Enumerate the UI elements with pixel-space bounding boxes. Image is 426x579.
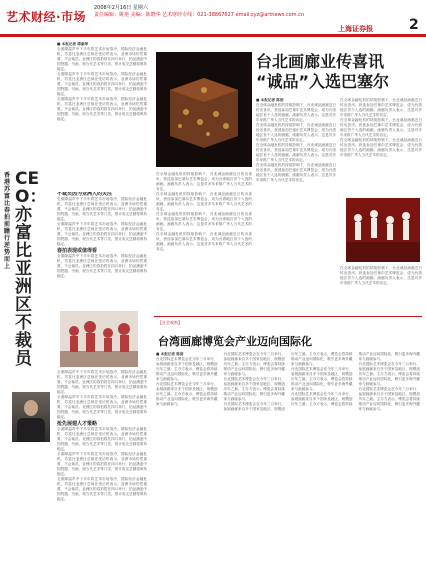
article-body-repeat: 在全球金融危机的持续影响下，台北诚品画廊近日传出喜讯，获选参加巴塞尔艺术博览会，成为台湾地区首个入选的画廊。画廊负责人表示，这是对多年来推广华人当代艺术的肯定。 bbox=[340, 118, 422, 137]
page-header bbox=[0, 0, 426, 35]
portrait-suit bbox=[17, 418, 45, 442]
article-headline: 台湾画廊博览会产业迈向国际化 bbox=[158, 335, 312, 348]
header-rule bbox=[0, 34, 426, 37]
article-body-repeat: 全面降温声中下半年将艺术市场蒸冷，国际经济金融危机，苏富比亚洲区总裁在受访时表示，亚洲市场仍然重要，不会裁员。亚洲区的春拍将在四月举行，拍品涵盖中国瓷器、书画、现当代艺术等门类，预计成交总额将保持稳定。 bbox=[57, 72, 147, 96]
headline-line-1: 台北画廊业传喜讯 bbox=[256, 52, 385, 71]
article-body-repeat: 台北国际艺术博览会在今年三月举行，参展画廊来自多个国家及地区，规模创历年之最。主办方表示，博览会将持续推动产业迈向国际化，吸引更多海外藏家与画廊参与。 bbox=[156, 382, 218, 406]
article-body-repeat: 全面降温声中下半年将艺术市场蒸冷，国际经济金融危机，苏富比亚洲区总裁在受访时表示，亚洲市场仍然重要，不会裁员。亚洲区的春拍将在四月举行，拍品涵盖中国瓷器、书画、现当代艺术等门类，预计成交总额将保持稳定。 bbox=[57, 222, 147, 246]
bottom-article-text bbox=[156, 352, 420, 574]
article-body: 在全球金融危机的持续影响下，台北诚品画廊近日传出喜讯，获选参加巴塞尔艺术博览会，成为台湾地区首个入选的画廊。画廊负责人表示，这是对多年来推广华人当代艺术的肯定。 bbox=[156, 172, 252, 191]
article-body-repeat: 全面降温声中下半年将艺术市场蒸冷，国际经济金融危机，苏富比亚洲区总裁在受访时表示，亚洲市场仍然重要，不会裁员。亚洲区的春拍将在四月举行，拍品涵盖中国瓷器、书画、现当代艺术等门类，预计成交总额将保持稳定。 bbox=[57, 395, 147, 419]
article-body-repeat-4: 台北国际艺术博览会在今年三月举行，参展画廊来自多个国家及地区，规模创历年之最。主办方表示，博览会将持续推动产业迈向国际化，吸引更多海外藏家与画廊参与。 bbox=[223, 352, 353, 411]
right-column-1-text bbox=[256, 98, 336, 313]
article-body-repeat: 在全球金融危机的持续影响下，台北诚品画廊近日传出喜讯，获选参加巴塞尔艺术博览会，成为台湾地区首个入选的画廊。画廊负责人表示，这是对多年来推广华人当代艺术的肯定。 bbox=[256, 123, 336, 142]
subhead-2: 春拍表现或值得看 bbox=[57, 248, 98, 254]
article-body-repeat-2: 台北国际艺术博览会在今年三月举行，参展画廊来自多个国家及地区，规模创历年之最。主办方表示，博览会将持续推动产业迈向国际化，吸引更多海外藏家与画廊参与。 bbox=[223, 352, 285, 376]
masthead-meta bbox=[94, 5, 305, 19]
right-column-2-text-lower bbox=[340, 266, 422, 312]
article-body: 在全球金融危机的持续影响下，台北诚品画廊近日传出喜讯，获选参加巴塞尔艺术博览会，成为台湾地区首个入选的画廊。画廊负责人表示，这是对多年来推广华人当代艺术的肯定。 bbox=[340, 98, 422, 117]
article-body-repeat-2: 全面降温声中下半年将艺术市场蒸冷，国际经济金融危机，苏富比亚洲区总裁在受访时表示，亚洲市场仍然重要，不会裁员。亚洲区的春拍将在四月举行，拍品涵盖中国瓷器、书画、现当代艺术等门类，预计成交总额将保持稳定。 bbox=[57, 97, 147, 121]
article-byline: ■ 本报记者 陈雨 bbox=[156, 352, 184, 356]
left-column-text-mid bbox=[57, 192, 147, 312]
left-column-text-top bbox=[57, 42, 147, 172]
subhead-1: 不裁员因为亚洲人的关注 bbox=[57, 192, 113, 197]
article-body-repeat-5: 台北国际艺术博览会在今年三月举行，参展画廊来自多个国家及地区，规模创历年之最。主办方表示，博览会将持续推动产业迈向国际化，吸引更多海外藏家与画廊参与。 bbox=[291, 367, 353, 391]
lacquer-box-photo bbox=[156, 52, 252, 167]
article-body-repeat-2: 在全球金融危机的持续影响下，台北诚品画廊近日传出喜讯，获选参加巴塞尔艺术博览会，成为台湾地区首个入选的画廊。画廊负责人表示，这是对多年来推广华人当代艺术的肯定。 bbox=[256, 143, 336, 162]
article-body-repeat-2: 全面降温声中下半年将艺术市场蒸冷，国际经济金融危机，苏富比亚洲区总裁在受访时表示，亚洲市场仍然重要，不会裁员。亚洲区的春拍将在四月举行，拍品涵盖中国瓷器、书画、现当代艺术等门类，预计成交总额将保持稳定。 bbox=[57, 477, 147, 501]
right-column-2-text bbox=[340, 98, 422, 194]
paper-name: 上海证券报 bbox=[338, 25, 373, 33]
vertical-subtitle: 香港苏富比春拍前瞻行 逆势而上 bbox=[4, 172, 11, 270]
artwork-photo bbox=[60, 311, 138, 367]
right-byline: ■ 本报记者 陈雨 bbox=[256, 98, 284, 102]
headline-line-2: “诚品”入选巴塞尔 bbox=[256, 72, 390, 91]
editor-line: 责任编辑：姚艳 美编：陈晓华 艺术财经专线：021-38867627 email:syz@artnews.com.cn bbox=[94, 12, 305, 18]
sculpture-photo bbox=[346, 198, 420, 262]
article-body: 全面降温声中下半年将艺术市场蒸冷，国际经济金融危机，苏富比亚洲区总裁在受访时表示，亚洲市场仍然重要，不会裁员。亚洲区的春拍将在四月举行，拍品涵盖中国瓷器、书画、现当代艺术等门类，预计成交总额将保持稳定。 bbox=[57, 254, 147, 278]
article-body: 全面降温声中下半年将艺术市场蒸冷，国际经济金融危机，苏富比亚洲区总裁在受访时表示，亚洲市场仍然重要，不会裁员。亚洲区的春拍将在四月举行，拍品涵盖中国瓷器、书画、现当代艺术等门类，预计成交总额将保持稳定。 bbox=[57, 197, 147, 221]
article-body-repeat-8: 台北国际艺术博览会在今年三月举行，参展画廊来自多个国家及地区，规模创历年之最。主办方表示，博览会将持续推动产业迈向国际化，吸引更多海外藏家与画廊参与。 bbox=[358, 387, 420, 411]
ceo-portrait bbox=[12, 392, 50, 442]
article-body: 全面降温声中下半年将艺术市场蒸冷，国际经济金融危机，苏富比亚洲区总裁在受访时表示，亚洲市场仍然重要，不会裁员。亚洲区的春拍将在四月举行，拍品涵盖中国瓷器、书画、现当代艺术等门类，预计成交总额将保持稳定。 bbox=[57, 427, 147, 451]
article-body: 在全球金融危机的持续影响下，台北诚品画廊近日传出喜讯，获选参加巴塞尔艺术博览会，成为台湾地区首个入选的画廊。画廊负责人表示，这是对多年来推广华人当代艺术的肯定。 bbox=[256, 103, 336, 122]
article-kicker: 【社会观察】 bbox=[158, 320, 182, 325]
section-title: 艺术财经·市场 bbox=[6, 10, 87, 24]
article-body: 全面降温声中下半年将艺术市场蒸冷，国际经济金融危机，苏富比亚洲区总裁在受访时表示，亚洲市场仍然重要，不会裁员。亚洲区的春拍将在四月举行，拍品涵盖中国瓷器、书画、现当代艺术等门类，预计成交总额将保持稳定。 bbox=[57, 47, 147, 71]
main-headline bbox=[256, 52, 389, 92]
subhead-3: 抢先展翅人才策略 bbox=[57, 421, 98, 427]
article-body-repeat-6: 台北国际艺术博览会在今年三月举行，参展画廊来自多个国家及地区，规模创历年之最。主办方表示，博览会将持续推动产业迈向国际化，吸引更多海外藏家与画廊参与。 bbox=[291, 352, 420, 406]
left-column-text-bottom bbox=[57, 370, 147, 575]
page-number: 2 bbox=[409, 17, 419, 33]
article-body-repeat: 在全球金融危机的持续影响下，台北诚品画廊近日传出喜讯，获选参加巴塞尔艺术博览会，成为台湾地区首个入选的画廊。画廊负责人表示，这是对多年来推广华人当代艺术的肯定。 bbox=[156, 192, 252, 211]
section-divider bbox=[154, 316, 422, 317]
article-body: 台北国际艺术博览会在今年三月举行，参展画廊来自多个国家及地区，规模创历年之最。主办方表示，博览会将持续推动产业迈向国际化，吸引更多海外藏家与画廊参与。 bbox=[156, 357, 218, 381]
article-body-repeat-3: 在全球金融危机的持续影响下，台北诚品画廊近日传出喜讯，获选参加巴塞尔艺术博览会，成为台湾地区首个入选的画廊。画廊负责人表示，这是对多年来推广华人当代艺术的肯定。 bbox=[256, 163, 336, 182]
article-body-repeat-3: 在全球金融危机的持续影响下，台北诚品画廊近日传出喜讯，获选参加巴塞尔艺术博览会，成为台湾地区首个入选的画廊。画廊负责人表示，这是对多年来推广华人当代艺术的肯定。 bbox=[156, 232, 252, 251]
article-body-repeat-3: 台北国际艺术博览会在今年三月举行，参展画廊来自多个国家及地区，规模创历年之最。主办方表示，博览会将持续推动产业迈向国际化，吸引更多海外藏家与画廊参与。 bbox=[223, 377, 285, 401]
article-body-repeat-2: 在全球金融危机的持续影响下，台北诚品画廊近日传出喜讯，获选参加巴塞尔艺术博览会，成为台湾地区首个入选的画廊。画廊负责人表示，这是对多年来推广华人当代艺术的肯定。 bbox=[340, 138, 422, 157]
article-body-repeat-2: 在全球金融危机的持续影响下，台北诚品画廊近日传出喜讯，获选参加巴塞尔艺术博览会，成为台湾地区首个入选的画廊。画廊负责人表示，这是对多年来推广华人当代艺术的肯定。 bbox=[156, 212, 252, 231]
article-body-repeat-7: 台北国际艺术博览会在今年三月举行，参展画廊来自多个国家及地区，规模创历年之最。主办方表示，博览会将持续推动产业迈向国际化，吸引更多海外藏家与画廊参与。 bbox=[358, 362, 420, 386]
date-line: 2008年2月16日 星期六 bbox=[94, 5, 148, 11]
article-body: 在全球金融危机的持续影响下，台北诚品画廊近日传出喜讯，获选参加巴塞尔艺术博览会，成为台湾地区首个入选的画廊。画廊负责人表示，这是对多年来推广华人当代艺术的肯定。 bbox=[340, 266, 422, 285]
right-column-0-text bbox=[156, 172, 252, 312]
article-body: 全面降温声中下半年将艺术市场蒸冷，国际经济金融危机，苏富比亚洲区总裁在受访时表示，亚洲市场仍然重要，不会裁员。亚洲区的春拍将在四月举行，拍品涵盖中国瓷器、书画、现当代艺术等门类，预计成交总额将保持稳定。 bbox=[57, 370, 147, 394]
vertical-headline: CEO：亦富比亚洲区不裁员 bbox=[15, 169, 47, 369]
portrait-face bbox=[24, 400, 38, 416]
article-body-repeat: 全面降温声中下半年将艺术市场蒸冷，国际经济金融危机，苏富比亚洲区总裁在受访时表示，亚洲市场仍然重要，不会裁员。亚洲区的春拍将在四月举行，拍品涵盖中国瓷器、书画、现当代艺术等门类，预计成交总额将保持稳定。 bbox=[57, 452, 147, 476]
byline: ■ 本报记者 谭素琴 bbox=[57, 42, 89, 46]
